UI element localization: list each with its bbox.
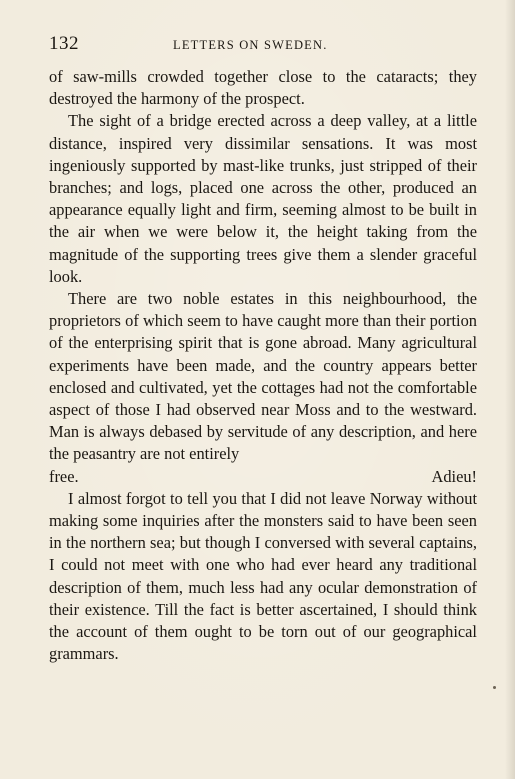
page-number: 132 bbox=[49, 33, 79, 54]
page-edge-shadow bbox=[505, 0, 515, 779]
running-title: LETTERS ON SWEDEN. bbox=[173, 38, 328, 52]
paragraph-monsters: I almost forgot to tell you that I did not leave Norway without making some inquiries after the monsters said to have been seen in the northern sea; but though I conversed with several captains, I could not meet with one who had ever heard any traditional description of them, much less had any ocular demonstration of their existence. Till the fact is better ascertained, I should think the account of them ought to be torn out of our geographical grammars. bbox=[49, 488, 477, 664]
closing-line bbox=[49, 466, 477, 488]
closing-adieu: Adieu! bbox=[431, 466, 477, 486]
closing-free: free. bbox=[49, 466, 79, 486]
body-text bbox=[49, 66, 477, 665]
margin-speck bbox=[493, 686, 496, 689]
paragraph-estates: There are two noble estates in this neighbourhood, the proprietors of which seem to have caught more than their portion of the enterprising spirit that is gone abroad. Many agricultural experiments have been made, and the country appears better enclosed and cultivated, yet the cottages had not the comfortable aspect of those I had observed near Moss and to the westward. Man is always debased by servitude of any description, and here the peasantry are not entirely bbox=[49, 289, 477, 464]
running-head bbox=[49, 33, 483, 55]
paragraph-continuation: of saw-mills crowded together close to the cataracts; they destroyed the harmony of the prospect. bbox=[49, 67, 477, 109]
paragraph-bridge: The sight of a bridge erected across a deep valley, at a little distance, inspired very dissimilar sensations. It was most ingeniously supported by mast-like trunks, just stripped of their branches; and logs, placed one across the other, produced an appearance equally light and firm, seeming almost to be built in the air when we were below it, the height taking from the magnitude of the supporting trees give them a slender graceful look. bbox=[49, 111, 477, 286]
